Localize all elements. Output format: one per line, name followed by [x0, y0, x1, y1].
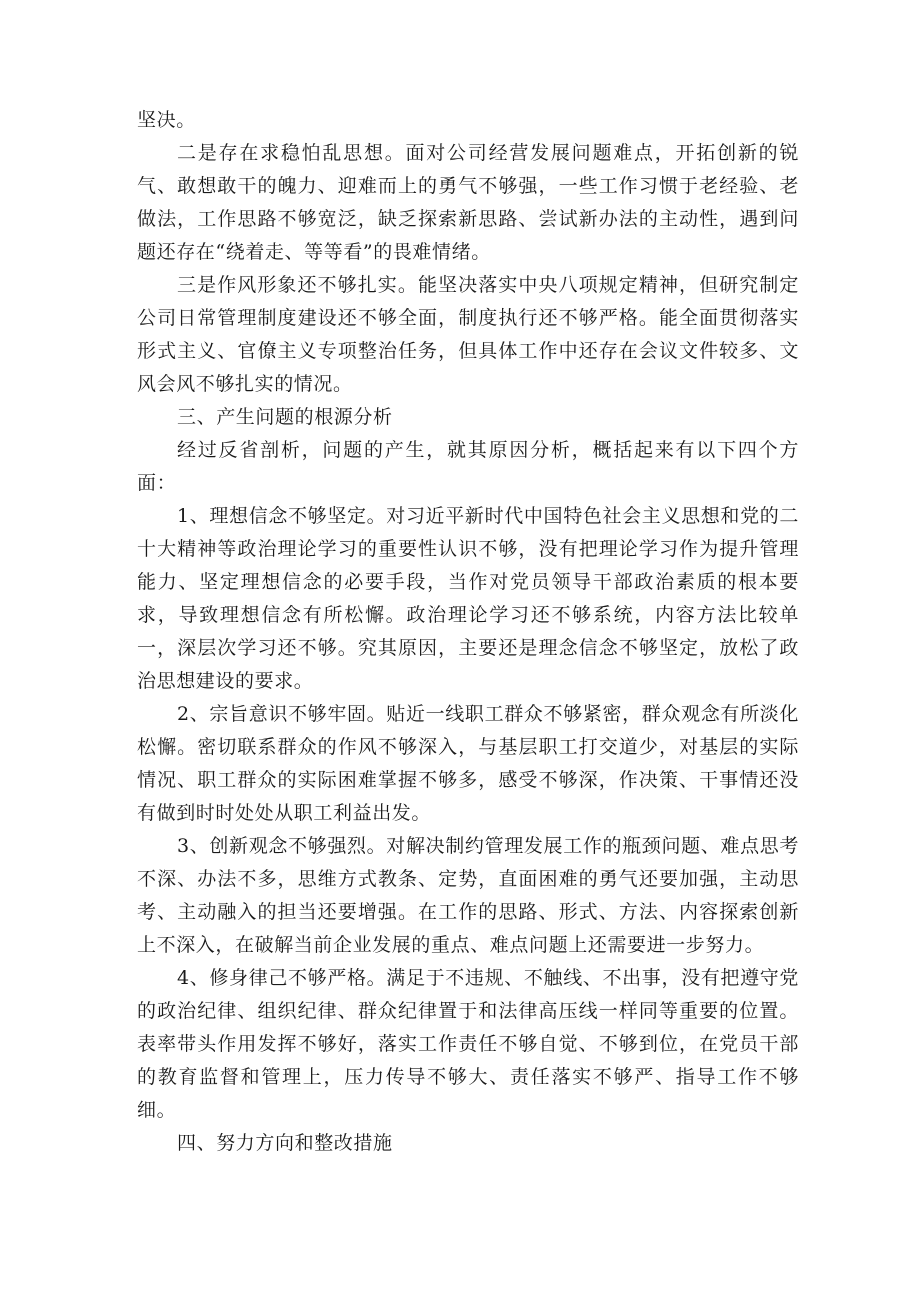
paragraph-continuation: 坚决。	[137, 109, 196, 131]
paragraph-cause-2: 2、宗旨意识不够牢固。贴近一线职工群众不够紧密，群众观念有所淡化松懈。密切联系群众的作风不够深入，与基层职工打交道少，对基层的实际情况、职工群众的实际困难掌握不够多，感受不够深，作决策、干事情还没有做到时时处处从职工利益出发。	[137, 703, 799, 824]
section-heading-rectification: 四、努力方向和整改措施	[177, 1132, 393, 1154]
paragraph-stability-mindset: 二是存在求稳怕乱思想。面对公司经营发展问题难点，开拓创新的锐气、敢想敢干的魄力、迎难而上的勇气不够强，一些工作习惯于老经验、老做法，工作思路不够宽泛，缺乏探索新思路、尝试新办法的主动性，遇到问题还存在“绕着走、等等看”的畏难情绪。	[137, 142, 799, 263]
document-page	[137, 104, 799, 1160]
paragraph-cause-3: 3、创新观念不够强烈。对解决制约管理发展工作的瓶颈问题、难点思考不深、办法不多，思维方式教条、定势，直面困难的勇气还要加强，主动思考、主动融入的担当还要增强。在工作的思路、形式、方法、内容探索创新上不深入，在破解当前企业发展的重点、难点问题上还需要进一步努力。	[137, 835, 799, 956]
section-heading-root-cause: 三、产生问题的根源分析	[177, 406, 393, 428]
paragraph-cause-1: 1、理想信念不够坚定。对习近平新时代中国特色社会主义思想和党的二十大精神等政治理论学习的重要性认识不够，没有把理论学习作为提升管理能力、坚定理想信念的必要手段，当作对党员领导干部政治素质的根本要求，导致理想信念有所松懈。政治理论学习还不够系统，内容方法比较单一，深层次学习还不够。究其原因，主要还是理念信念不够坚定，放松了政治思想建设的要求。	[137, 505, 799, 692]
paragraph-root-cause-intro: 经过反省剖析，问题的产生，就其原因分析，概括起来有以下四个方面：	[137, 439, 799, 494]
paragraph-cause-4: 4、修身律己不够严格。满足于不违规、不触线、不出事，没有把遵守党的政治纪律、组织纪律、群众纪律置于和法律高压线一样同等重要的位置。表率带头作用发挥不够好，落实工作责任不够自觉、不够到位，在党员干部的教育监督和管理上，压力传导不够大、责任落实不够严、指导工作不够细。	[137, 967, 799, 1121]
paragraph-work-style: 三是作风形象还不够扎实。能坚决落实中央八项规定精神，但研究制定公司日常管理制度建设还不够全面，制度执行还不够严格。能全面贯彻落实形式主义、官僚主义专项整治任务，但具体工作中还存在会议文件较多、文风会风不够扎实的情况。	[137, 274, 799, 395]
